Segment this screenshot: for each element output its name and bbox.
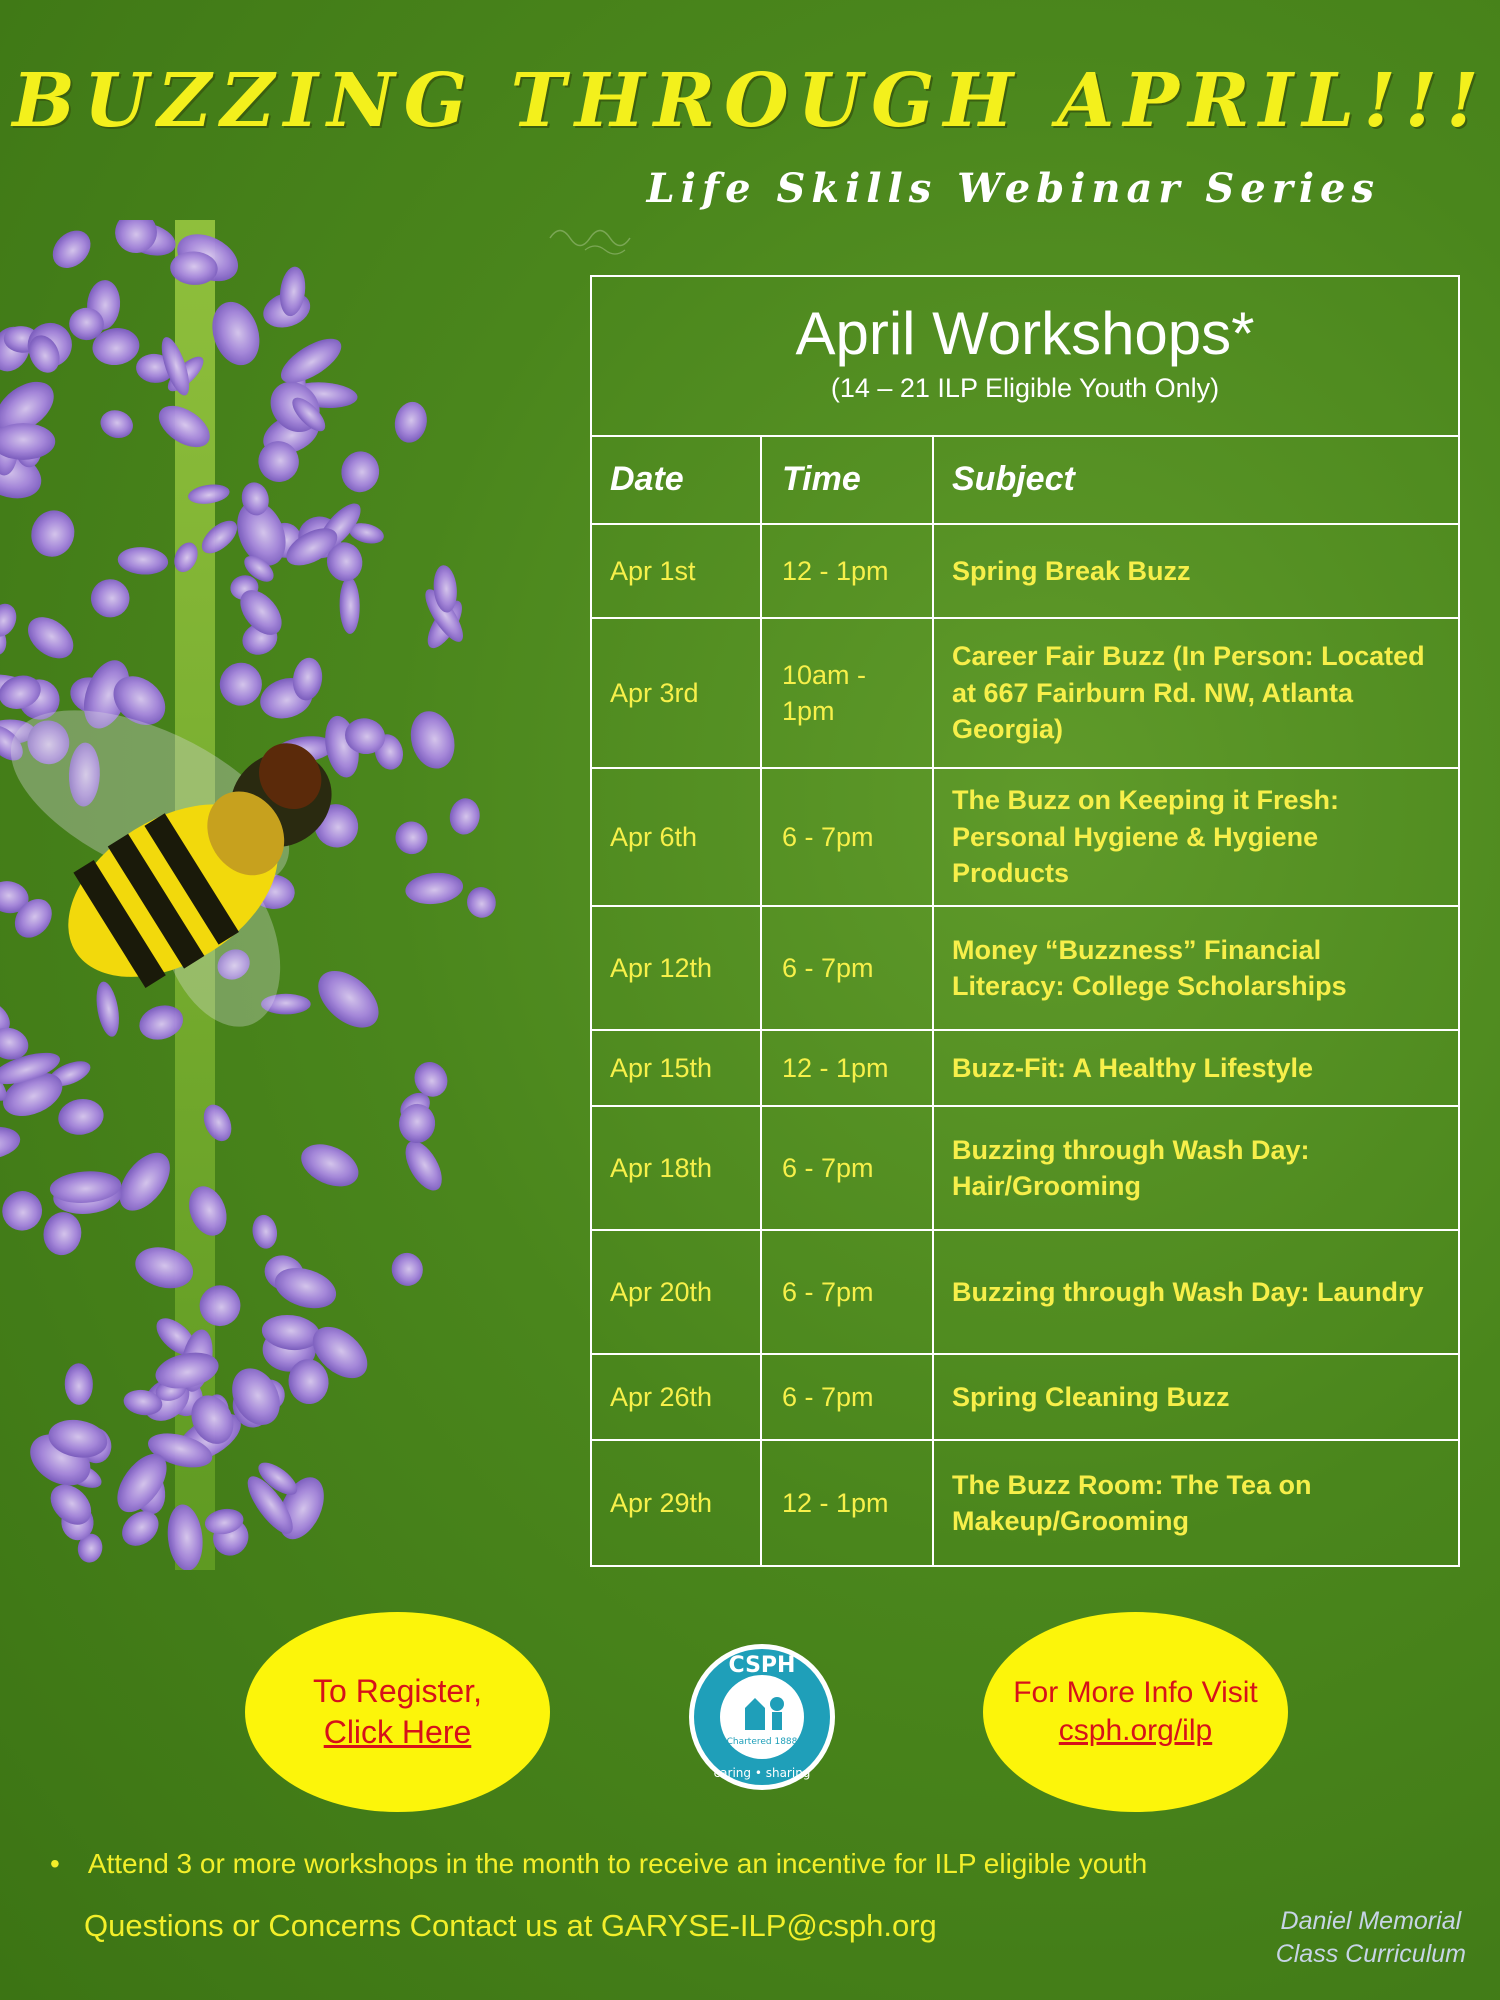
row-subject: Money “Buzzness” Financial Literacy: College Scholarships [952,934,1347,1001]
flower-petal [20,609,81,667]
row-subject: Spring Break Buzz [952,555,1191,586]
flower-petal [404,706,461,774]
row-time: 6 - 7pm [762,1231,934,1353]
row-date: Apr 18th [592,1107,762,1229]
row-time: 12 - 1pm [762,1441,934,1565]
flower-petal [0,1184,49,1237]
row-time: 6 - 7pm [762,1107,934,1229]
workshops-subheading: (14 – 21 ILP Eligible Youth Only) [830,373,1220,403]
table-row [592,1107,1458,1231]
row-time: 6 - 7pm [762,907,934,1029]
credit-line-2: Class Curriculum [1275,1939,1466,1968]
row-date: Apr 1st [592,525,762,617]
flower-petal [339,449,381,494]
flower-petal [339,577,360,634]
row-time: 12 - 1pm [762,1031,934,1105]
row-time: 10am - 1pm [762,619,934,767]
register-link[interactable]: Click Here [323,1714,472,1750]
flower-petal [117,545,169,576]
column-header-subject: Subject [952,460,1075,499]
poster-title: BUZZING THROUGH APRIL!!! [12,58,1488,144]
flower-petal [55,1095,106,1138]
flower-petal [90,579,130,619]
row-date: Apr 29th [592,1441,762,1565]
table-row [592,769,1458,907]
column-header-date: Date [592,437,762,523]
flower-bee-illustration [0,220,600,1570]
incentive-text: Attend 3 or more workshops in the month to receive an incentive for ILP eligible youth [87,1848,1148,1879]
credit-line-1: Daniel Memorial [1280,1907,1462,1935]
flower-petal [464,884,499,921]
flower-petal [0,599,21,641]
row-subject: Buzzing through Wash Day: Laundry [952,1276,1424,1307]
poster-subtitle: Life Skills Webinar Series [646,165,1380,212]
incentive-note [50,1848,1147,1880]
flower-petal [447,796,482,837]
flower-petal [97,406,137,442]
csph-logo [687,1642,837,1792]
flower-petal [0,794,1,854]
info-link[interactable]: csph.org/ilp [1058,1714,1213,1747]
flower-petal [93,980,123,1038]
row-date: Apr 12th [592,907,762,1029]
logo-established: Chartered 1888 [726,1737,798,1747]
row-date: Apr 26th [592,1355,762,1439]
flower-petal [392,818,431,858]
table-heading [592,277,1458,437]
column-header-time: Time [762,437,934,523]
workshops-table [590,275,1460,1567]
info-oval[interactable] [983,1612,1288,1812]
flower-petal [391,399,431,446]
flower-petal [64,1363,93,1405]
row-date: Apr 3rd [592,619,762,767]
table-row [592,1231,1458,1355]
table-row [592,1031,1458,1107]
row-time: 6 - 7pm [762,1355,934,1439]
row-subject: Buzzing through Wash Day: Hair/Grooming [952,1134,1310,1201]
table-row [592,907,1458,1031]
row-subject: Spring Cleaning Buzz [952,1381,1230,1412]
row-subject: The Buzz Room: The Tea on Makeup/Grooming [952,1469,1312,1536]
table-row [592,525,1458,619]
bullet-icon: • [50,1848,60,1879]
flower-petal [389,1250,426,1288]
table-row [592,1441,1458,1565]
flower-petal [308,960,390,1039]
flower-petal [404,870,465,907]
contact-line: Questions or Concerns Contact us at GARYSE-ILP@csph.org [84,1908,937,1943]
logo-name: CSPH [728,1653,796,1678]
info-text: For More Info Visit [1013,1676,1258,1709]
row-subject: Buzz-Fit: A Healthy Lifestyle [952,1052,1314,1083]
row-date: Apr 20th [592,1231,762,1353]
logo-motto: caring • sharing [713,1766,811,1780]
table-row [592,619,1458,769]
flower-petal [295,1136,365,1195]
row-time: 6 - 7pm [762,769,934,905]
flower-petal [0,423,55,460]
register-oval[interactable] [245,1612,550,1812]
photo-signature [545,218,655,258]
flower-petal [398,1135,449,1196]
row-date: Apr 6th [592,769,762,905]
row-time: 12 - 1pm [762,525,934,617]
flower-petal [40,1209,85,1258]
flower-petal [25,505,81,563]
row-subject: The Buzz on Keeping it Fresh: Personal Hygiene & Hygiene Products [952,785,1340,889]
flower-petal [250,1213,279,1250]
flower-petal [216,659,266,710]
flower-petal [0,1123,23,1164]
workshops-heading: April Workshops* [795,300,1255,367]
register-text: To Register, [313,1673,482,1709]
row-subject: Career Fair Buzz (In Person: Located at 667 Fairburn Rd. NW, Atlanta Georgia) [952,641,1425,745]
curriculum-credit [1276,1905,1466,1970]
table-header-row [592,437,1458,525]
row-date: Apr 15th [592,1031,762,1105]
table-row [592,1355,1458,1441]
flower-petal [274,330,348,391]
flower-petal [45,223,98,276]
